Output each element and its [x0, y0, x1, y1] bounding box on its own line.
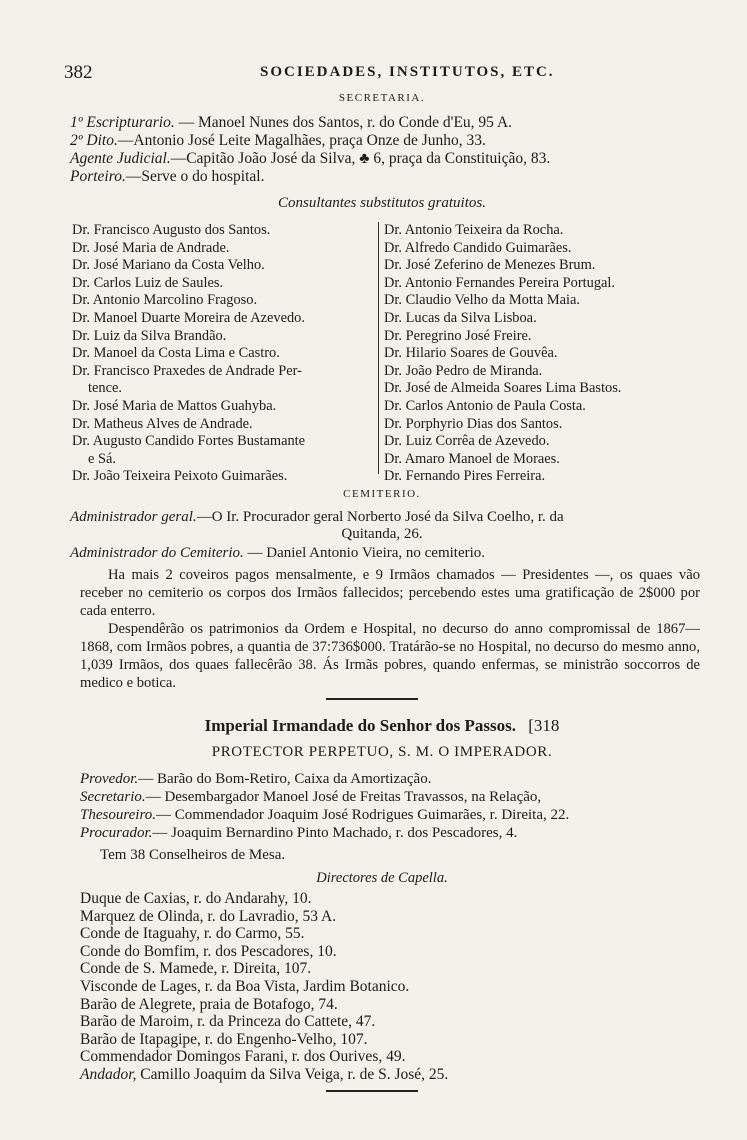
irmandade-officers: [80, 770, 700, 842]
list-item: Dr. Manoel Duarte Moreira de Azevedo.: [72, 309, 305, 326]
irmandade-title: [62, 716, 702, 736]
list-item: Dr. Carlos Antonio de Paula Costa.: [384, 397, 586, 414]
list-item: Dr. Manoel da Costa Lima e Castro.: [72, 345, 280, 362]
list-item: Dr. Matheus Alves de Andrade.: [72, 415, 253, 432]
list-item: Dr. Antonio Fernandes Pereira Portugal.: [384, 274, 616, 291]
list-item: Dr. Francisco Praxedes de Andrade Per-: [72, 362, 302, 379]
list-item: Dr. Antonio Teixeira da Rocha.: [384, 222, 564, 238]
entry-label: Provedor.: [80, 771, 139, 787]
entry-text: — Daniel Antonio Vieira, no cemiterio.: [243, 545, 486, 561]
officer-entry: [80, 770, 700, 788]
conselheiros-line: Tem 38 Conselheiros de Mesa.: [100, 847, 286, 863]
entry-text: — Manoel Nunes dos Santos, r. do Conde d'Eu, 95 A.: [174, 114, 513, 131]
irmandade-year: [318: [528, 716, 560, 735]
cemiterio-admin-cemiterio: [70, 544, 700, 562]
list-item-continuation: tence.: [88, 380, 122, 397]
list-item: Dr. Lucas da Silva Lisboa.: [384, 309, 537, 326]
entry-label: Administrador do Cemiterio.: [70, 545, 244, 561]
entry-text: —Serve o do hospital.: [125, 168, 265, 185]
list-item: Dr. José Mariano da Costa Velho.: [72, 257, 265, 274]
list-item: Barão de Maroim, r. da Princeza do Cattete, 47.: [80, 1013, 376, 1031]
entry-text: — Joaquim Bernardino Pinto Machado, r. dos Pescadores, 4.: [152, 825, 518, 841]
list-item: Dr. Claudio Velho da Motta Maia.: [384, 292, 580, 309]
list-item: Commendador Domingos Farani, r. dos Ourives, 49.: [80, 1048, 406, 1066]
list-item: Dr. José Zeferino de Menezes Brum.: [384, 257, 596, 274]
officer-entry: [80, 788, 700, 806]
consultantes-heading: Consultantes substitutos gratuitos.: [278, 195, 486, 211]
list-item: Dr. Porphyrio Dias dos Santos.: [384, 415, 563, 432]
section-rule: [326, 698, 418, 700]
list-item: Conde de S. Mamede, r. Direita, 107.: [80, 960, 312, 978]
list-item: Dr. Carlos Luiz de Saules.: [72, 274, 224, 291]
running-title: SOCIEDADES, INSTITUTOS, ETC.: [260, 64, 555, 80]
cemiterio-heading: CEMITERIO.: [343, 488, 421, 500]
list-item-continuation: e Sá.: [88, 450, 116, 467]
entry-text: —O Ir. Procurador geral Norberto José da Silva Coelho, r. da: [196, 509, 564, 525]
column-divider: [378, 222, 379, 474]
list-item: Dr. Amaro Manoel de Moraes.: [384, 450, 560, 467]
list-item: Dr. Luiz da Silva Brandão.: [72, 327, 227, 344]
entry-label: 1º Escripturario.: [70, 114, 175, 131]
entry-text: — Commendador Joaquim José Rodrigues Guimarães, r. Direita, 22.: [155, 807, 570, 823]
list-item: Dr. José Maria de Andrade.: [72, 239, 230, 256]
cemiterio-admin-geral-cont: Quitanda, 26.: [341, 526, 423, 542]
secretaria-entry: [70, 168, 700, 186]
entry-label: Agente Judicial.: [70, 150, 171, 167]
list-item: Dr. Alfredo Candido Guimarães.: [384, 239, 572, 256]
list-item: Dr. João Pedro de Miranda.: [384, 362, 543, 379]
secretaria-entry: [70, 132, 700, 150]
list-item: Dr. Hilario Soares de Gouvêa.: [384, 345, 558, 362]
list-item: Duque de Caxias, r. do Andarahy, 10.: [80, 890, 312, 907]
directores-list: [80, 890, 448, 1084]
secretaria-entries: [70, 114, 700, 186]
secretaria-entry: [70, 150, 700, 168]
andador-entry: [80, 1066, 448, 1084]
list-item: Marquez de Olinda, r. do Lavradio, 53 A.: [80, 907, 337, 925]
list-item: Dr. José Maria de Mattos Guahyba.: [72, 397, 277, 414]
list-item: Dr. Augusto Candido Fortes Bustamante: [72, 433, 306, 450]
list-item: Dr. Antonio Marcolino Fragoso.: [72, 292, 258, 309]
list-item: Dr. Peregrino José Freire.: [384, 327, 532, 344]
entry-text: — Barão do Bom-Retiro, Caixa da Amortização.: [138, 771, 432, 787]
entry-label: Secretario.: [80, 789, 146, 805]
consultantes-right-column: [384, 222, 702, 486]
entry-text: — Desembargador Manoel José de Freitas Travassos, na Relação,: [145, 789, 542, 805]
entry-label: Administrador geral.: [70, 509, 197, 525]
list-item: Dr. José de Almeida Soares Lima Bastos.: [384, 380, 622, 397]
list-item: Conde do Bomfim, r. dos Pescadores, 10.: [80, 942, 337, 960]
cemiterio-admin-geral: [70, 508, 700, 526]
section-rule: [326, 1090, 418, 1092]
secretaria-entry: [70, 114, 700, 132]
directores-heading: Directores de Capella.: [316, 870, 448, 886]
list-item: Barão de Alegrete, praia de Botafogo, 74.: [80, 995, 338, 1013]
officer-entry: [80, 824, 700, 842]
list-item: Conde de Itaguahy, r. do Carmo, 55.: [80, 925, 305, 943]
entry-label: Porteiro.: [70, 168, 126, 185]
officer-entry: [80, 806, 700, 824]
secretaria-heading: SECRETARIA.: [338, 92, 426, 104]
page-header: [62, 62, 702, 84]
irmandade-name: Imperial Irmandade do Senhor dos Passos.: [204, 716, 516, 735]
entry-text: Camillo Joaquim da Silva Veiga, r. de S. José, 25.: [136, 1065, 449, 1083]
entry-label: Procurador.: [80, 825, 153, 841]
list-item: Dr. Francisco Augusto dos Santos.: [72, 222, 271, 238]
entry-label: Thesoureiro.: [80, 807, 156, 823]
cemiterio-paragraph-1: Ha mais 2 coveiros pagos mensalmente, e 9 Irmãos chamados — Presidentes —, os quaes vão receber no cemiterio os corpos dos Irmãos fallecidos; percebendo estes uma gratificação de 2$000 por cada enterro.: [80, 567, 700, 619]
page-number: 382: [64, 62, 93, 83]
list-item: Dr. João Teixeira Peixoto Guimarães.: [72, 468, 288, 485]
list-item: Dr. Luiz Corrêa de Azevedo.: [384, 433, 550, 450]
entry-label: Andador,: [80, 1065, 137, 1083]
protector-line: PROTECTOR PERPETUO, S. M. O IMPERADOR.: [211, 744, 553, 760]
list-item: Dr. Fernando Pires Ferreira.: [384, 468, 546, 485]
list-item: Visconde de Lages, r. da Boa Vista, Jardim Botanico.: [80, 977, 410, 995]
consultantes-left-column: [72, 222, 372, 486]
cemiterio-paragraph-2: Despendêrão os patrimonios da Ordem e Hospital, no decurso do anno compromissal de 1867—1868, com Irmãos pobres, a quantia de 37:736$000. Tratárão-se no Hospital, no decurso do mesmo anno, 1,039 Irmãos, dos quaes fallecêrão 38. Ás Irmãs pobres, quando enfermas, se ministrão soccorros de medico e botica.: [80, 621, 700, 691]
entry-label: 2º Dito.: [70, 132, 118, 149]
entry-text: —Antonio José Leite Magalhães, praça Onze de Junho, 33.: [117, 132, 486, 149]
list-item: Barão de Itapagipe, r. do Engenho-Velho, 107.: [80, 1030, 368, 1048]
entry-text: —Capitão João José da Silva, ♣ 6, praça da Constituição, 83.: [170, 150, 551, 167]
